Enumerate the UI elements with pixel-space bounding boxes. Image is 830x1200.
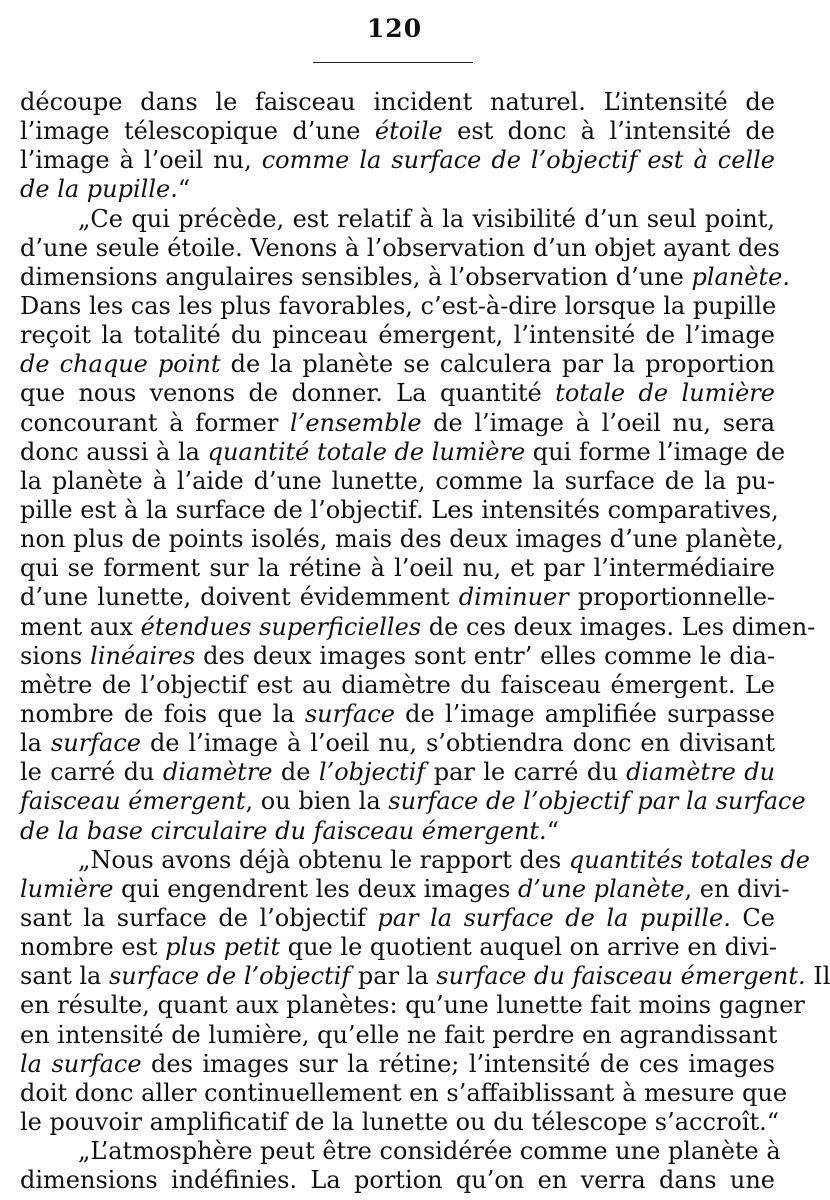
text-run: sant la surface de l’objectif [20,903,378,932]
text-run: le pouvoir amplificatif de la lunette ou du télescope s’accroît.“ [20,1107,780,1136]
text-run: que nous venons de donner. La quantité [20,379,556,408]
text-line [20,321,775,350]
text-line [20,292,775,321]
text-line [20,379,775,408]
italic-text: de la pupille. [20,175,178,204]
text-run: l’image à l’oeil nu, [20,146,262,175]
italic-text: d’une planète [517,874,685,903]
text-run: de [272,758,319,787]
text-line [20,467,775,496]
text-line [20,175,775,204]
text-run: des deux images sont entr’ elles comme le dia- [195,641,775,670]
text-line [20,874,790,904]
text-run: „Ce qui précède, est relatif à la visibilité d’un seul point, [78,204,775,233]
text-run: par le carré du [425,758,627,787]
text-run: proportionnelle- [568,583,776,612]
italic-text: faisceau émergent [20,787,246,816]
italic-text: surface [50,729,142,758]
text-run: ment aux [20,612,141,641]
italic-text: surface de l’objectif [108,962,351,991]
text-run: , en divi- [684,874,790,903]
text-line [20,904,775,933]
text-line [20,1020,778,1050]
text-line [20,1050,775,1079]
text-run: d’une seule étoile. Venons à l’observation d’un objet ayant des [20,233,780,262]
page-number: 120 [366,14,423,43]
text-line [20,933,778,962]
text-run: qui forme l’image de [525,437,786,466]
text-line [20,117,775,146]
text-run: „Nous avons déjà obtenu le rapport des [78,845,569,874]
text-run: „L’atmosphère peut être considérée comme une planète à [78,1137,781,1166]
text-run: dimensions angulaires sensibles, à l’observation d’une [20,262,692,291]
page-body-text [20,88,830,1195]
text-run: sions [20,641,91,670]
text-line [20,758,775,787]
text-run: de l’image à l’oeil nu, s’obtiendra donc en divisant [141,729,775,758]
italic-text: surface [304,699,395,728]
italic-text: l’objectif [318,758,426,787]
text-line [20,495,779,525]
text-line [20,554,775,583]
text-line [20,88,775,117]
text-run: la [20,729,51,758]
text-run: des images sur la rétine; l’intensité de ces images [141,1049,776,1078]
italic-text: lumière [20,874,114,903]
text-run: nombre de fois que la [20,699,305,728]
text-run: de ces deux images. Les dimen- [421,612,816,641]
header-rule [313,62,473,63]
text-line [20,262,790,292]
text-line [20,146,775,175]
text-run: par la [350,962,437,991]
text-run: doit donc aller continuellement en s’affaiblissant à mesure que [20,1078,788,1107]
text-run: concourant à former [20,408,291,437]
text-line [20,1137,781,1166]
text-run: Dans les cas les plus favorables, c’est-à-dire lorsque la pupille [20,291,777,320]
text-run: qui se forment sur la rétine à l’oeil nu, et par l’intermédiaire [20,554,775,583]
italic-text: totale de lumière [555,379,775,408]
text-run: en résulte, quant aux planètes: qu’une lunette fait moins gagner [20,991,805,1020]
text-run: qui engendrent les deux images [113,874,518,903]
italic-text: quantités totales de [568,845,811,874]
text-run: découpe dans le faisceau incident naturel. L’intensité de [20,88,775,116]
italic-text: par la surface de la pupille. [377,903,731,932]
italic-text: surface du faisceau émergent. [436,962,806,991]
text-run: est donc à l’intensité de [442,117,775,146]
italic-text: étendues superficielles [140,612,422,641]
text-run: non plus de points isolés, mais des deux images d’une planète, [20,525,784,554]
text-run: pille est à la surface de l’objectif. Les intensités comparatives, [20,495,779,524]
text-line [20,700,775,729]
text-line [20,817,775,846]
text-run: “ [546,816,559,845]
italic-text: de la base circulaire du faisceau émergent. [20,816,547,845]
text-line [20,583,775,612]
italic-text: planète. [691,262,790,291]
text-line [20,1166,775,1195]
text-line [20,1107,780,1137]
text-run: dimensions indéfinies. La portion qu’on en verra dans une [20,1166,775,1195]
text-line [20,1078,788,1108]
text-line [20,409,775,438]
text-run: l’image télescopique d’une [20,117,375,146]
text-run: , ou bien la [245,787,389,816]
text-line [20,525,784,554]
text-run: donc aussi à la [20,437,208,466]
text-run: sant la [20,962,109,991]
italic-text: quantité totale de lumière [207,437,526,466]
text-line [20,787,806,816]
italic-text: comme la surface de l’objectif est à celle [261,146,775,175]
italic-text: étoile [374,117,443,146]
italic-text: surface de l’objectif par la surface [388,787,806,816]
text-line [20,729,775,758]
italic-text: diminuer [458,583,569,612]
text-run: de l’image à l’oeil nu, sera [421,408,775,437]
text-run: d’une lunette, doivent évidemment [20,583,459,612]
text-run: que le quotient auquel on arrive en divi- [280,933,778,962]
italic-text: diamètre du [626,758,776,787]
italic-text: l’ensemble [290,408,422,437]
text-line [20,671,775,700]
text-run: reçoit la totalité du pinceau émergent, l’intensité de l’image [20,321,775,350]
text-line [20,233,780,263]
text-line [20,437,786,467]
text-line [20,642,775,671]
italic-text: la surface [20,1049,142,1078]
text-line [20,962,830,991]
text-run: en intensité de lumière, qu’elle ne fait perdre en agrandissant [20,1020,778,1049]
italic-text: linéaires [90,641,196,670]
text-run: Il [805,962,830,991]
text-run: “ [177,175,191,204]
text-run: de la planète se calculera par la proportion [220,350,775,379]
italic-text: diamètre [162,758,273,787]
italic-text: plus petit [165,933,281,962]
text-run: mètre de l’objectif est au diamètre du faisceau émergent. Le [20,670,775,699]
text-line [20,612,816,642]
text-line [20,845,811,875]
text-line [20,350,775,379]
text-run: la planète à l’aide d’une lunette, comme la surface de la pu- [20,466,775,495]
text-line [20,991,805,1020]
text-run: nombre est [20,933,166,962]
text-line [20,205,775,234]
italic-text: de chaque point [20,350,221,379]
text-run: le carré du [20,758,163,787]
text-run: Ce [730,903,775,932]
text-run: de l’image amplifiée surpasse [394,699,775,728]
